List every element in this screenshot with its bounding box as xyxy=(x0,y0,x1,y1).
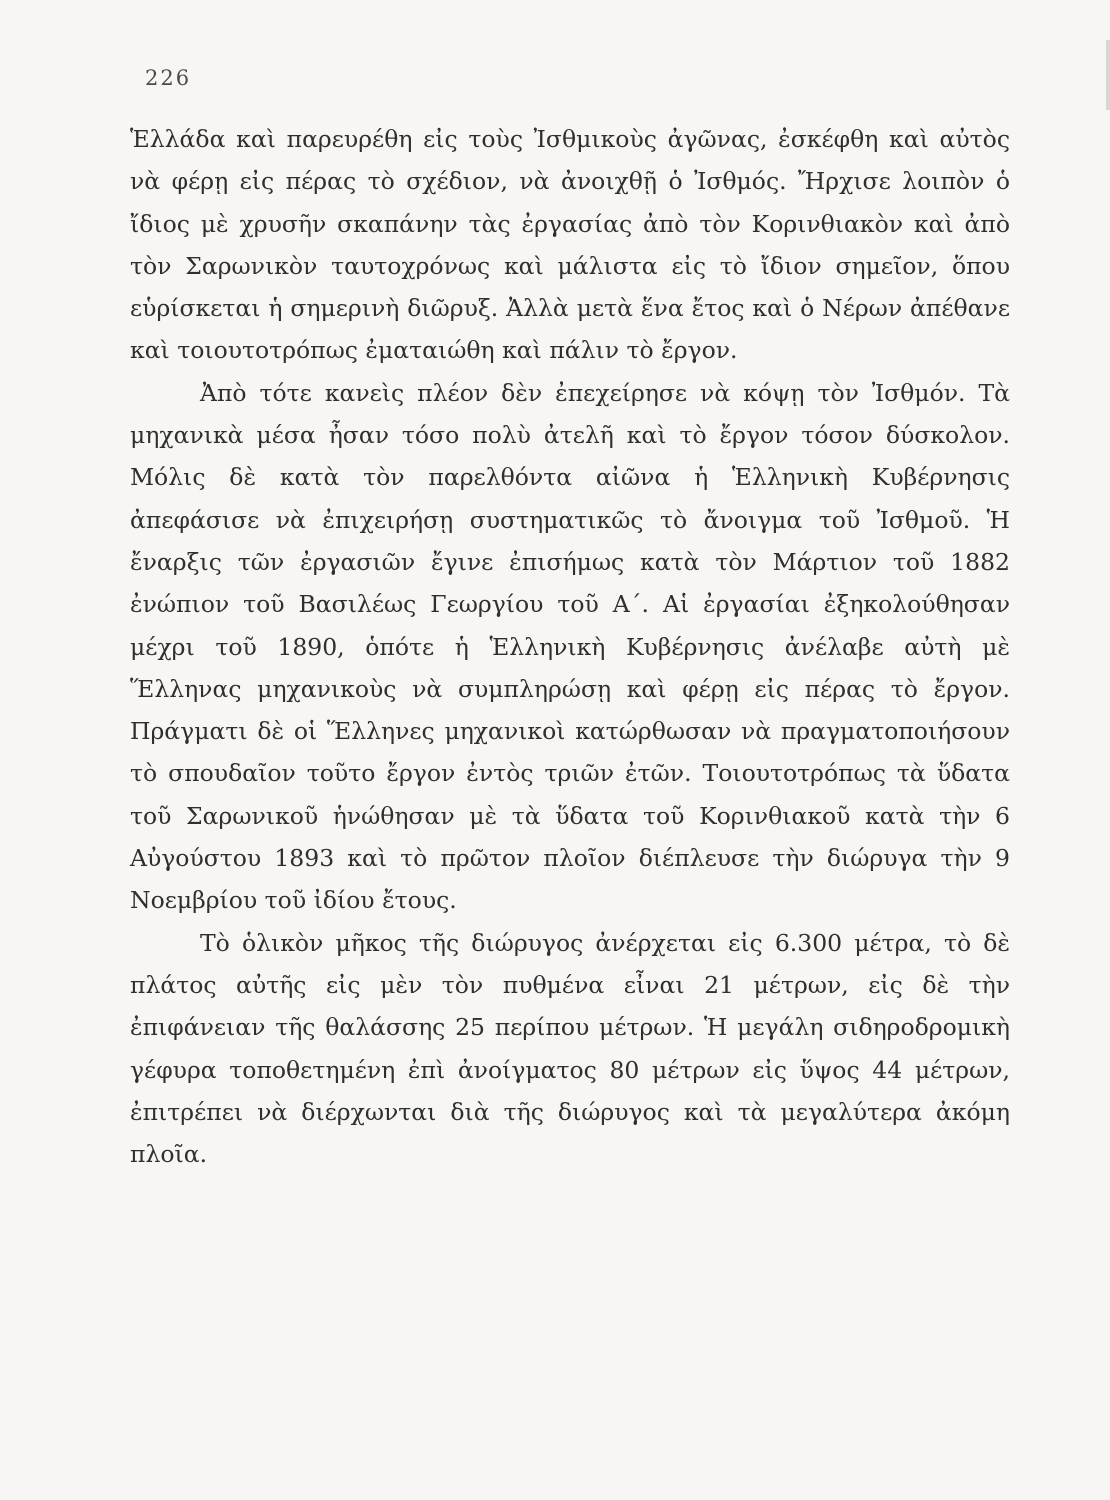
body-text xyxy=(130,118,1010,1175)
paragraph-3: Τὸ ὁλικὸν μῆκος τῆς διώρυγος ἀνέρχεται εἰς 6.300 μέτρα, τὸ δὲ πλάτος αὐτῆς εἰς μὲν τὸν πυθμένα εἶναι 21 μέτρων, εἰς δὲ τὴν ἐπιφάνειαν τῆς θαλάσσης 25 περίπου μέτρων. Ἡ μεγάλη σιδηροδρομικὴ γέφυρα τοποθετημένη ἐπὶ ἀνοίγματος 80 μέτρων εἰς ὕψος 44 μέτρων, ἐπιτρέπει νὰ διέρχωνται διὰ τῆς διώρυγος καὶ τὰ μεγαλύτερα ἀκόμη πλοῖα. xyxy=(130,928,1010,1169)
paragraph-1: Ἑλλάδα καὶ παρευρέθη εἰς τοὺς Ἰσθμικοὺς ἀγῶνας, ἐσκέφθη καὶ αὐτὸς νὰ φέρῃ εἰς πέρας τὸ σχέδιον, νὰ ἀνοιχθῇ ὁ Ἰσθμός. Ἤρχισε λοιπὸν ὁ ἴδιος μὲ χρυσῆν σκαπάνην τὰς ἐργασίας ἀπὸ τὸν Κορινθιακὸν καὶ ἀπὸ τὸν Σαρωνικὸν ταυτοχρόνως καὶ μάλιστα εἰς τὸ ἴδιον σημεῖον, ὅπου εὑρίσκεται ἡ σημερινὴ διῶρυξ. Ἀλλὰ μετὰ ἕνα ἔτος καὶ ὁ Νέρων ἀπέθανε καὶ τοιουτοτρόπως ἐματαιώθη καὶ πάλιν τὸ ἔργον. xyxy=(130,125,1010,365)
page-number: 226 xyxy=(145,66,192,90)
paragraph-2: Ἀπὸ τότε κανεὶς πλέον δὲν ἐπεχείρησε νὰ κόψῃ τὸν Ἰσθμόν. Τὰ μηχανικὰ μέσα ἦσαν τόσο πολὺ ἀτελῆ καὶ τὸ ἔργον τόσον δύσκολον. Μόλις δὲ κατὰ τὸν παρελθόντα αἰῶνα ἡ Ἑλληνικὴ Κυβέρνησις ἀπεφάσισε νὰ ἐπιχειρήσῃ συστηματικῶς τὸ ἄνοιγμα τοῦ Ἰσθμοῦ. Ἡ ἔναρξις τῶν ἐργασιῶν ἔγινε ἐπισήμως κατὰ τὸν Μάρτιον τοῦ 1882 ἐνώπιον τοῦ Βασιλέως Γεωργίου τοῦ Α΄. Αἱ ἐργασίαι ἐξηκολούθησαν μέχρι τοῦ 1890, ὁπότε ἡ Ἑλληνικὴ Κυβέρνησις ἀνέλαβε αὐτὴ μὲ Ἕλληνας μηχανικοὺς νὰ συμπληρώσῃ καὶ φέρῃ εἰς πέρας τὸ ἔργον. Πράγματι δὲ οἱ Ἕλληνες μηχανικοὶ κατώρθωσαν νὰ πραγματοποιήσουν τὸ σπουδαῖον τοῦτο ἔργον ἐντὸς τριῶν ἐτῶν. Τοιουτοτρόπως τὰ ὕδατα τοῦ Σαρωνικοῦ ἡνώθησαν μὲ τὰ ὕδατα τοῦ Κορινθιακοῦ κατὰ τὴν 6 Αὐγούστου 1893 καὶ τὸ πρῶτον πλοῖον διέπλευσε τὴν διώρυγα τὴν 9 Νοεμβρίου τοῦ ἰδίου ἔτους. xyxy=(130,378,1010,915)
page-edge-shadow xyxy=(1106,40,1110,110)
